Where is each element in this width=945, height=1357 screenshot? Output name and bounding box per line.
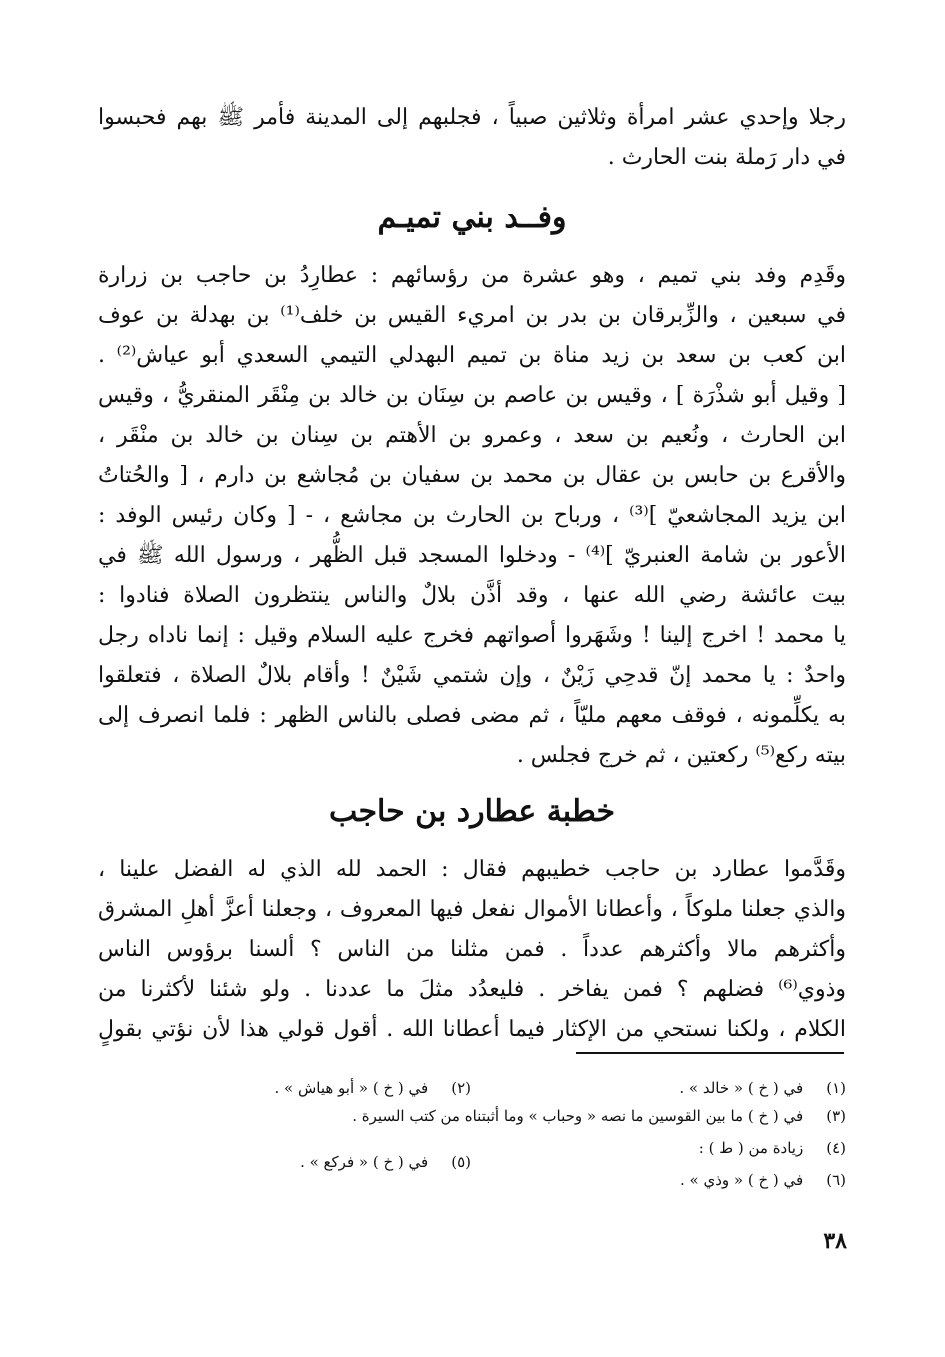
text-line: وذوي⁽⁶⁾ فضلهم ؟ فمن يفاخر . فليعدُد مثلَ ما عددنا . ولو شئنا لأكثرنا من — [98, 977, 846, 1002]
footnote-row — [98, 1102, 846, 1130]
text-line: الكلام ، ولكنا نستحي من الإكثار فيما أعطانا الله . أقول قولي هذا لأن نؤتي بقولٍ — [98, 1017, 846, 1042]
footnote-4 — [699, 1134, 846, 1162]
footnote-row — [98, 1134, 846, 1171]
footnote-2 — [274, 1074, 471, 1102]
text-line: واحدٌ : يا محمد إنّ قدحِي زَيْنٌ ، وإن شتمي شَيْنٌ ! وأقام بلالٌ الصلاة ، فتعلقوا — [98, 663, 846, 688]
text-line: والأقرع بن حابس بن عقال بن محمد بن سفيان بن مُجاشع بن دارم ، [ والحُتاتُ — [98, 463, 846, 488]
text-line: وقَدِم وفد بني تميم ، وهو عشرة من رؤسائهم : عطارِدُ بن حاجب بن زرارة — [98, 263, 846, 288]
footnote-number: (٢) — [451, 1079, 471, 1097]
text-line: في سبعين ، والزِّبرقان بن بدر بن امريء القيس بن خلف⁽¹⁾ بن بهدلة بن عوف — [98, 303, 846, 328]
text-line: والذي جعلنا ملوكاً ، وأعطانا الأموال نفعل فيها المعروف ، وجعلنا أعزَّ أهلِ المشرق — [98, 897, 846, 922]
text-line: بيته ركع⁽⁵⁾ ركعتين ، ثم خرج فجلس . — [516, 743, 846, 768]
text-line: ابن يزيد المجاشعيّ ]⁽³⁾ ، ورباح بن الحارث بن مجاشع ، - [ وكان رئيس الوفد : — [98, 503, 846, 528]
text-line: ابن الحارث ، ونُعيم بن سعد ، وعمرو بن الأهتم بن سِنان بن خالد بن منْقَر ، — [98, 423, 846, 448]
text-line: وقَدَّموا عطارد بن حاجب خطيبهم فقال : الحمد لله الذي له الفضل علينا ، — [98, 857, 846, 882]
footnote-text: في ( خ ) « أبو هياش » . — [274, 1079, 429, 1097]
footnote-1 — [679, 1074, 846, 1102]
footnote-text: في ( خ ) ما بين القوسين ما نصه « وحباب » وما أثبتناه من كتب السيرة . — [352, 1107, 804, 1125]
footnote-number: (١) — [826, 1079, 846, 1097]
text-line: بيت عائشة رضي الله عنها ، وقد أذَّن بلالٌ والناس ينتظرون الصلاة فنادوا : — [98, 583, 846, 608]
footnote-text: في ( خ ) « وذي » . — [679, 1171, 804, 1189]
section-heading-wafd-bani-tamim: وفــد بني تميـم — [377, 200, 567, 235]
text-line: الأعور بن شامة العنبريّ ]⁽⁴⁾ - ودخلوا المسجد قبل الظُّهر ، ورسول الله ﷺ في — [98, 543, 846, 568]
footnote-text: زيادة من ( ط ) : — [698, 1139, 804, 1157]
text-line: في دار رَملة بنت الحارث . — [607, 145, 846, 170]
footnote-text: في ( خ ) « فركع » . — [300, 1153, 429, 1171]
footnote-row — [98, 1166, 846, 1194]
text-line: رجلا وإحدي عشر امرأة وثلاثين صبياً ، فجلبهم إلى المدينة فأمر ﷺ بهم فحبسوا — [98, 105, 846, 130]
text-line: ابن كعب بن سعد بن زيد مناة بن تميم البهدلي التيمي السعدي أبو عياش⁽²⁾ . — [98, 343, 847, 368]
footnote-row — [98, 1074, 846, 1102]
text-line: به يكلِّمونه ، فوقف معهم مليّاً ، ثم مضى فصلى بالناس الظهر : فلما انصرف إلى — [98, 703, 846, 728]
footnote-number: (٥) — [451, 1153, 471, 1171]
footnote-separator — [576, 1052, 844, 1054]
text-line: [ وقيل أبو شذْرَة ] ، وقيس بن عاصم بن سِنَان بن خالد بن مِنْقَر المنقريُّ ، وقيس — [98, 383, 846, 408]
footnote-number: (٤) — [826, 1139, 846, 1157]
footnote-6 — [680, 1166, 846, 1194]
footnote-number: (٣) — [826, 1107, 846, 1125]
footnote-text: في ( خ ) « خالد » . — [679, 1079, 804, 1097]
footnote-3 — [352, 1102, 846, 1130]
footnote-number: (٦) — [826, 1171, 846, 1189]
text-line: وأكثرهم مالا وأكثرهم عدداً . فمن مثلنا من الناس ؟ ألسنا برؤوس الناس — [98, 937, 846, 962]
page-number: ٣٨ — [823, 1228, 847, 1254]
text-line: يا محمد ! اخرج إلينا ! وشَهَروا أصواتهم فخرج عليه السلام وقيل : إنما ناداه رجل — [98, 623, 846, 648]
section-heading-khutbat-utarid: خطبة عطارد بن حاجب — [329, 794, 615, 829]
